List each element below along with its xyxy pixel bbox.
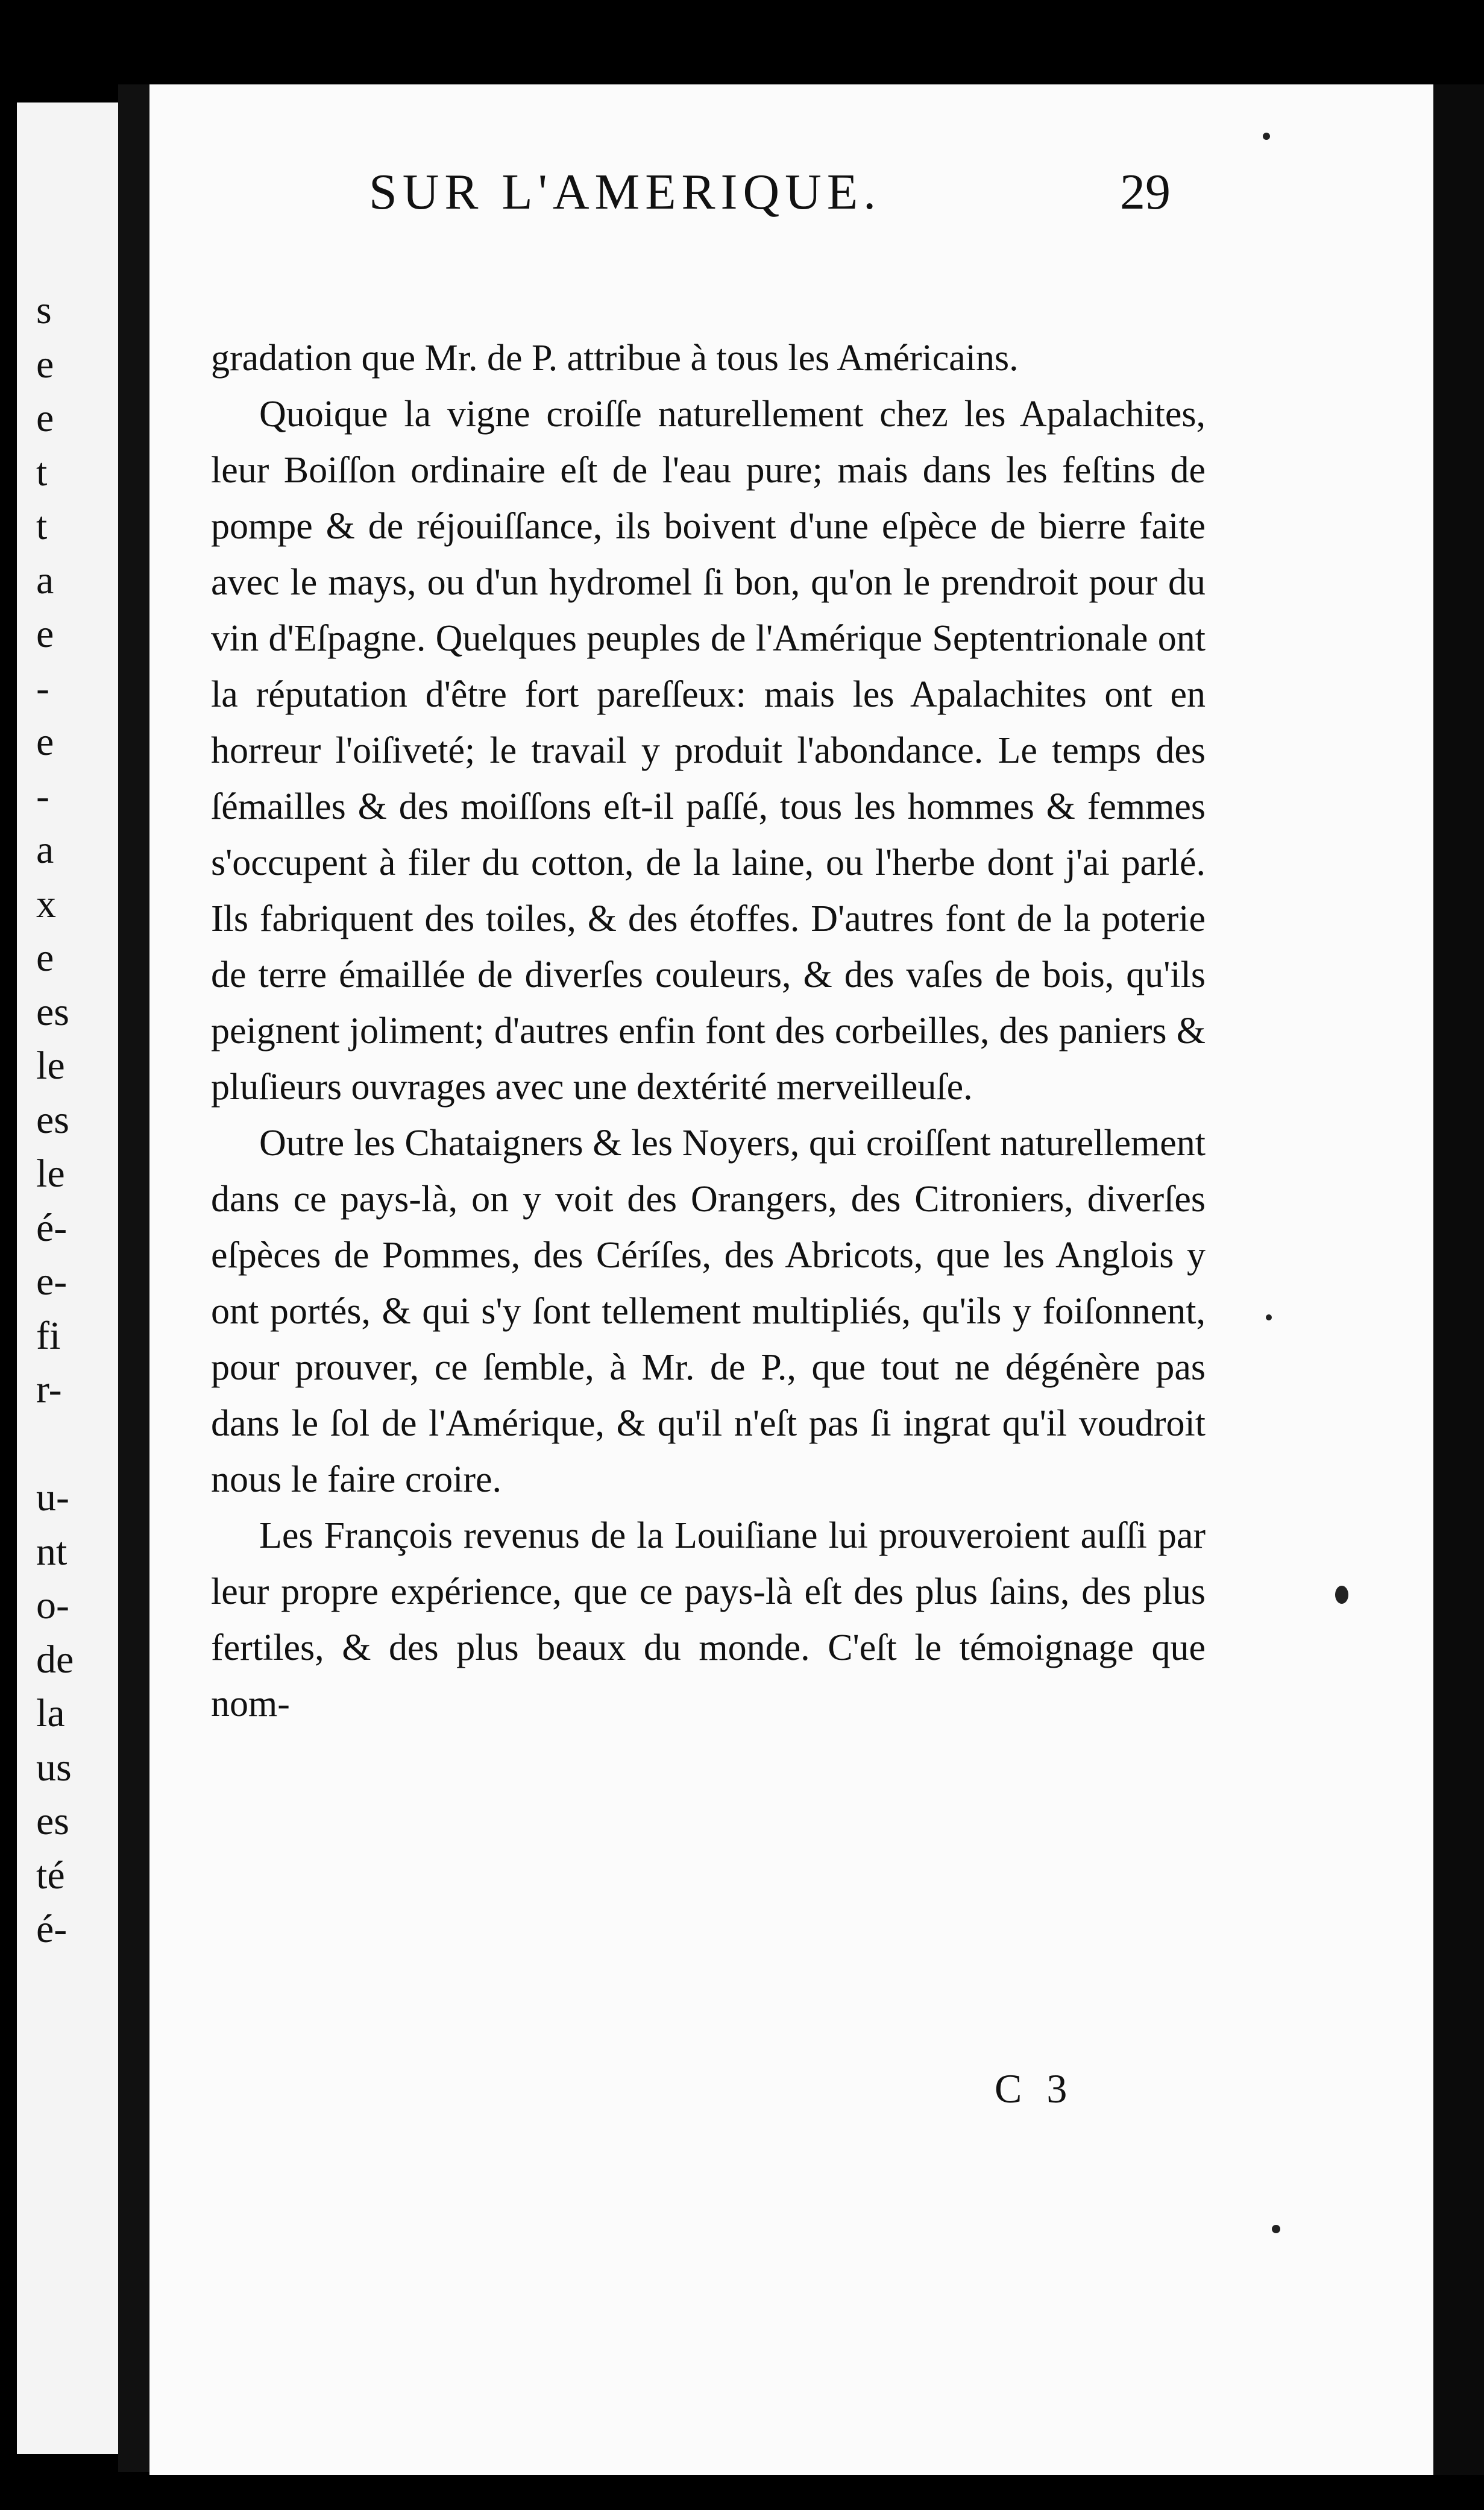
margin-fragment: us [36,1745,72,1789]
margin-fragment: a [36,828,54,872]
margin-fragment: le [36,1044,65,1088]
book-gutter [118,84,149,2472]
margin-fragment: t [36,450,48,494]
margin-fragment: - [36,774,49,818]
margin-fragment: e [36,612,54,656]
ink-speck [1266,1314,1272,1320]
paragraph-1: gradation que Mr. de P. attribue à tous les Américains. [211,338,1019,379]
margin-fragment: té [36,1853,65,1897]
margin-fragment: nt [36,1529,68,1574]
facing-page-fragments [36,283,121,1957]
paragraph-4: Les François revenus de la Louiſiane lui prouveroient auſſi par leur propre expérience, que ce pays-là eſt des plus ſains, des plus fertiles, & des plus beaux du monde. C'eſt le témoignage que nom- [211,1515,1206,1724]
margin-fragment: o- [36,1583,69,1627]
margin-fragment: r- [36,1367,62,1411]
margin-fragment: e- [36,1260,68,1304]
margin-fragment: la [36,1691,65,1735]
margin-fragment: le [36,1152,65,1196]
margin-fragment: e [36,936,54,980]
page-header [0,163,1484,235]
margin-fragment: a [36,558,54,602]
paragraph-3: Outre les Chataigners & les Noyers, qui croiſſent naturellement dans ce pays-là, on y voit des Orangers, des Citroniers, diverſes eſpèces de Pommes, des Céríſes, des Abricots, que les Anglois y ont portés, & qui s'y ſont tellement multipliés, qu'ils y foiſonnent, pour prouver, ce ſemble, à Mr. de P., que tout ne dégénère pas dans le ſol de l'Amérique, & qu'il n'eſt pas ſi ingrat qu'il voudroit nous le faire croire. [211,1123,1206,1500]
margin-fragment: de [36,1637,74,1682]
margin-fragment: é- [36,1907,68,1951]
margin-fragment: x [36,881,56,926]
margin-fragment: t [36,504,48,548]
margin-fragment: es [36,1799,69,1843]
signature-mark: C 3 [995,2066,1075,2111]
margin-fragment: é- [36,1205,68,1250]
ink-speck [1335,1586,1348,1604]
margin-fragment: e [36,396,54,440]
margin-fragment: - [36,666,49,710]
scan-border-right [1433,84,1484,2475]
margin-fragment: e [36,342,54,386]
margin-fragment: e [36,720,54,764]
margin-fragment: es [36,1097,69,1142]
paragraph-2: Quoique la vigne croiſſe naturellement chez les Apalachites, leur Boiſſon ordinaire eſt de l'eau pure; mais dans les feſtins de pompe & de réjouiſſance, ils boivent d'une eſpèce de bierre faite avec le mays, ou d'un hydromel ſi bon, qu'on le prendroit pour du vin d'Eſpagne. Quelques peuples de l'Amérique Septentrionale ont la réputation d'être fort pareſſeux: mais les Apalachites ont en horreur l'oiſiveté; le travail y produit l'abondance. Le temps des ſémailles & des moiſſons eſt-il paſſé, tous les hommes & femmes s'occupent à filer du cotton, de la laine, ou l'herbe dont j'ai parlé. Ils fabriquent des toiles, & des étoffes. D'autres font de la poterie de terre émaillée de diverſes couleurs, & des vaſes de bois, qu'ils peignent joliment; d'autres enfin font des corbeilles, des paniers & pluſieurs ouvrages avec une dextérité merveilleuſe. [211,394,1206,1108]
margin-fragment: u- [36,1475,69,1519]
body-text [211,330,1206,1732]
ink-speck [1272,2225,1280,2233]
margin-fragment: es [36,989,69,1034]
margin-fragment: s [36,288,52,332]
ink-speck [1263,133,1270,140]
margin-fragment [36,1417,121,1471]
running-head: SUR L'AMERIQUE. [369,164,882,220]
page-number: 29 [1120,164,1171,220]
margin-fragment: fi [36,1313,61,1358]
scan-border-left [0,102,17,2454]
